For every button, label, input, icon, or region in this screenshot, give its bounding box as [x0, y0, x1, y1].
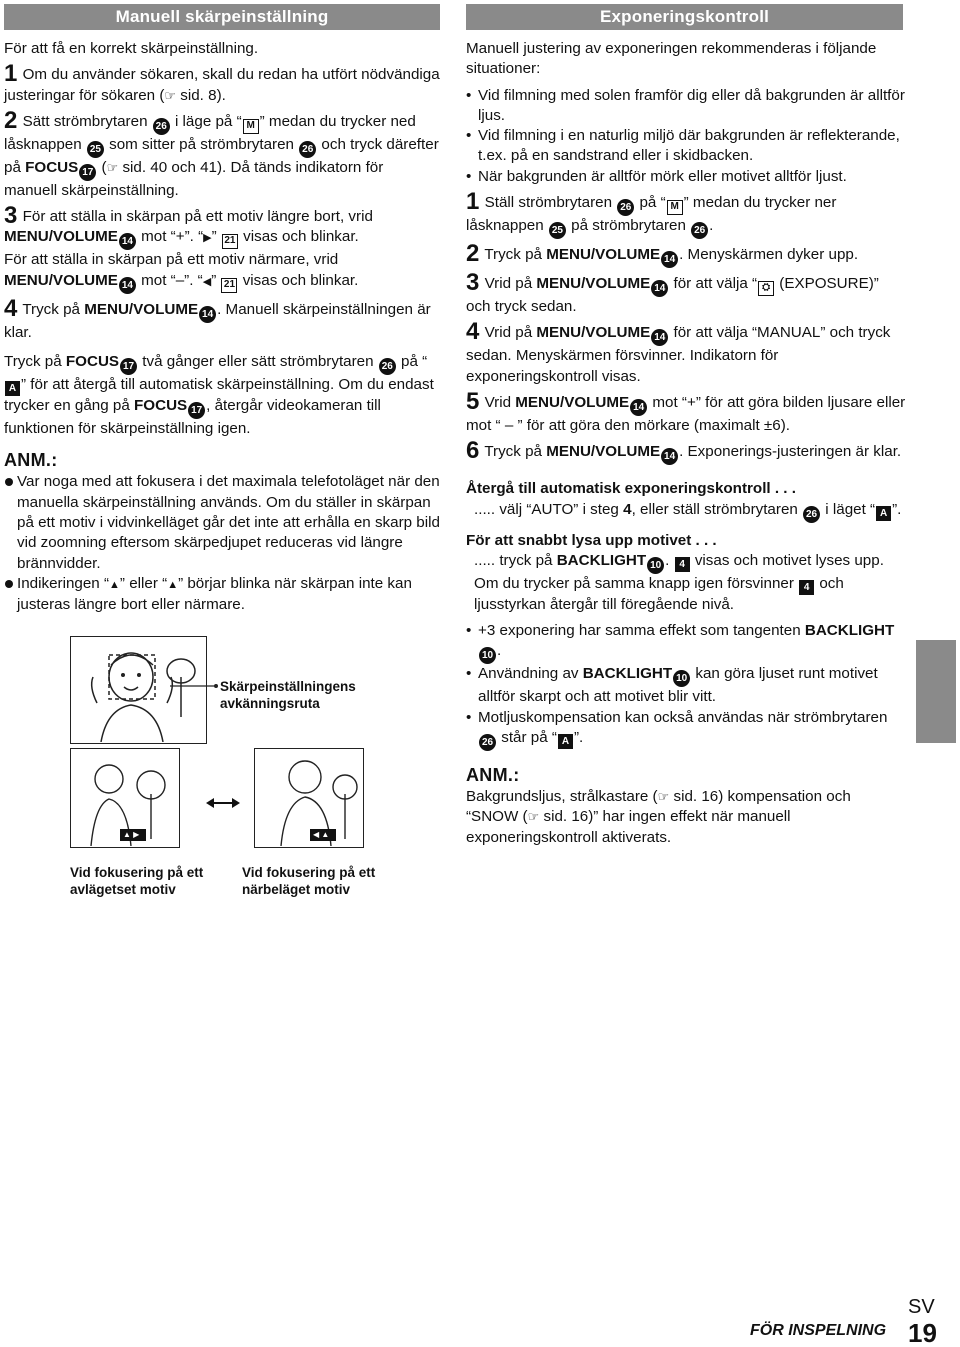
note-text: . [497, 642, 502, 660]
page-reference-hand-icon: ☞ [106, 159, 119, 175]
step-text: ” medan du trycker ned låsknappen [4, 112, 416, 153]
note-text: ” börjar blinka när skärpan inte kan justeras längre bort eller närmare. [17, 574, 412, 614]
lock-button-ref: 25 [549, 222, 566, 239]
callout-label: Skärpeinställningens avkänningsruta [220, 679, 356, 711]
focus-label: FOCUS [134, 397, 188, 415]
power-switch-ref: 26 [299, 141, 316, 158]
backlight-note-item [466, 664, 906, 707]
backlight-button-ref: 10 [673, 670, 690, 687]
para-text: i läget “ [821, 500, 876, 518]
power-switch-ref: 26 [803, 506, 820, 523]
para-text: på “ [396, 353, 428, 371]
para-text: , återgår videokameran till funktionen för skärpeinställning igen. [4, 397, 381, 438]
near-focus-caption: Vid fokusering på ett närbeläget motiv [242, 865, 376, 897]
para-text: två gånger eller sätt strömbrytaren [138, 353, 378, 371]
focus-button-ref: 17 [79, 164, 96, 181]
step-text: ” [211, 271, 221, 289]
step-text: Tryck på [22, 300, 85, 318]
menu-volume-label: MENU/VOLUME [4, 228, 118, 246]
step-1 [4, 60, 440, 106]
near-arrow-icon: ◀ [202, 275, 212, 288]
step-text: ” medan du trycker ner låsknappen [466, 194, 837, 235]
focus-button-ref: 17 [188, 402, 205, 419]
step-text: för att välja “MANUAL” och tryck sedan. Menyskärmen försvinner. Indikatorn för exponeringskontroll visas. [466, 324, 891, 385]
note-text: +3 exponering har samma effekt som tangenten [478, 622, 805, 640]
auto-return-text [466, 500, 906, 523]
far-indicator: ▲ ▶ [123, 830, 140, 839]
focus-label: FOCUS [65, 353, 120, 371]
step-5 [466, 387, 906, 436]
note-item: Var noga med att fokusera i det maximala telefotoläget när den manuella skärpeinställning används. Om du ställer in skärpan på ett motiv i vidvinkelläget går det inte att erhålla en skarp bild vid zoomning eftersom skärpedjupet reduceras vid längre brännvidder. [4, 472, 440, 573]
step-text: Vrid på [484, 275, 537, 293]
step-text: . Manuell skärpeinställningen är klar. [4, 300, 431, 341]
menu-volume-ref: 14 [651, 280, 668, 297]
near-indicator-icon: ▲ [167, 578, 179, 591]
menu-volume-label: MENU/VOLUME [84, 300, 199, 318]
step-6 [466, 437, 906, 465]
para-text: och ljusstyrkan återgår till föregående nivå. [474, 574, 844, 613]
para-text: , eller ställ strömbrytaren [631, 500, 803, 518]
menu-volume-label: MENU/VOLUME [546, 443, 661, 461]
auto-mode-icon: A [558, 734, 573, 749]
near-subject-illustration [255, 749, 362, 846]
backlight-notes [466, 621, 906, 751]
para-text: visas och motivet lyses upp. Om du trycker på samma knapp igen försvinner [474, 551, 884, 592]
step-number: 2 [4, 106, 18, 134]
backlight-indicator-icon: 4 [799, 580, 814, 595]
para-text: ..... välj “AUTO” i steg [474, 500, 624, 518]
para-text: ..... tryck på [474, 551, 557, 569]
power-switch-ref: 26 [691, 222, 708, 239]
manual-mode-icon: M [667, 200, 683, 215]
step-text: Tryck på [484, 246, 547, 264]
situation-item: • Vid filmning med solen framför dig eller då bakgrunden är alltför ljus. [466, 86, 906, 127]
menu-volume-ref: 14 [199, 306, 216, 323]
note-item [4, 574, 440, 616]
backlight-text [466, 551, 906, 615]
step-text: . Exponerings-justeringen är klar. [679, 443, 902, 461]
backlight-note-item [466, 621, 906, 664]
para-text: ” för att återgå till automatisk skärpeinställning. Om du endast trycker en gång på [4, 376, 434, 415]
step-4 [4, 294, 440, 343]
auto-mode-icon: A [876, 506, 891, 521]
step-number: 3 [4, 202, 18, 230]
auto-return-heading: Återgå till automatisk exponeringskontroll . . . [466, 480, 796, 498]
step-ref: 4 [623, 500, 632, 518]
power-switch-ref: 26 [379, 358, 396, 375]
step-text: För att ställa in skärpan på ett motiv närmare, vrid [4, 251, 339, 269]
situation-list [466, 86, 906, 187]
backlight-label: BACKLIGHT [556, 551, 647, 569]
menu-volume-label: MENU/VOLUME [4, 271, 118, 289]
power-switch-ref: 26 [617, 199, 634, 216]
step-4 [466, 318, 906, 387]
note-text: ”. [573, 729, 584, 747]
para-text: Tryck på [4, 353, 66, 371]
callout-line [170, 676, 220, 696]
focus-illustration [70, 636, 440, 926]
para-text: ”. [892, 500, 902, 518]
step-text: visas och blinkar. [238, 271, 359, 289]
exposure-note [466, 787, 906, 848]
note-text: kan göra ljuset runt motivet alltför skarpt och att motivet blir vitt. [478, 665, 878, 706]
power-switch-ref: 26 [153, 118, 170, 135]
manual-mode-icon: M [243, 119, 259, 134]
note-text: sid. 16)” har ingen effekt när manuell exponeringskontroll aktiverats. [466, 808, 791, 846]
note-text: sid. 16) kompensation och “SNOW ( [466, 788, 851, 826]
page-reference-hand-icon: ☞ [164, 87, 177, 103]
step-text: ” [211, 228, 221, 246]
right-column [466, 39, 906, 848]
step-text: på strömbrytaren [566, 217, 691, 235]
step-text: för att välja “ [669, 275, 758, 293]
step-number: 6 [466, 437, 480, 465]
step-text: på “ [635, 194, 666, 212]
backlight-button-ref: 10 [647, 557, 664, 574]
menu-volume-label: MENU/VOLUME [546, 246, 661, 264]
section-side-tab [916, 640, 956, 743]
step-text: mot “–”. “ [136, 271, 203, 289]
section-header-exposure: Exponeringskontroll [466, 4, 903, 30]
step-text: sid. 8). [176, 86, 226, 104]
step-text: (EXPOSURE)” och tryck sedan. [466, 275, 879, 316]
step-text: Sätt strömbrytaren [22, 112, 152, 130]
step-number: 1 [466, 188, 480, 216]
step-text: Om du använder sökaren, skall du redan ha utfört nödvändiga justeringar för sökaren ( [4, 66, 440, 104]
step-number: 1 [4, 60, 18, 88]
far-focus-panel [70, 748, 180, 848]
step-number: 2 [466, 240, 480, 268]
step-text: visas och blinkar. [238, 228, 359, 246]
step-text: ( [97, 158, 107, 176]
menu-volume-label: MENU/VOLUME [536, 324, 651, 342]
language-code: SV [908, 1296, 935, 1318]
menu-volume-ref: 14 [630, 399, 647, 416]
near-focus-panel [254, 748, 364, 848]
step-3 [466, 269, 906, 317]
step-number: 3 [466, 269, 480, 297]
step-text: sid. 40 och 41). Då tänds indikatorn för manuell skärpeinställning. [4, 158, 384, 199]
focus-button-ref: 17 [120, 358, 137, 375]
note-text: Indikeringen “ [17, 574, 110, 592]
menu-volume-ref: 14 [661, 448, 678, 465]
power-switch-ref: 26 [479, 734, 496, 751]
note-heading: ANM.: [4, 450, 58, 471]
backlight-label: BACKLIGHT [582, 665, 673, 683]
step-text: i läge på “ [170, 112, 242, 130]
backlight-indicator-icon: 4 [675, 557, 690, 572]
step-text: och tryck därefter på [4, 135, 439, 176]
far-focus-caption: Vid fokusering på ett avlägetset motiv [70, 865, 204, 897]
near-indicator: ◀ ▲ [313, 830, 330, 839]
step-number: 4 [4, 294, 18, 322]
note-heading: ANM.: [466, 765, 520, 786]
lock-button-ref: 25 [87, 141, 104, 158]
menu-volume-ref: 14 [119, 233, 136, 250]
step-text: För att ställa in skärpan på ett motiv längre bort, vrid [22, 208, 373, 226]
note-text: står på “ [497, 729, 557, 747]
step-text: . Menyskärmen dyker upp. [679, 246, 859, 264]
indicator-ref: 21 [222, 234, 238, 249]
far-arrow-icon: ▶ [203, 232, 212, 245]
step-text: Ställ strömbrytaren [484, 194, 617, 212]
menu-volume-ref: 14 [661, 251, 678, 268]
indicator-ref: 21 [221, 278, 237, 293]
backlight-label: BACKLIGHT [804, 622, 895, 640]
para-text: . [665, 551, 674, 569]
double-arrow-icon [206, 796, 240, 810]
note-list [4, 472, 440, 615]
return-auto-paragraph [4, 352, 440, 439]
backlight-note-item [466, 708, 906, 751]
focus-label: FOCUS [25, 158, 79, 176]
step-text: . [709, 217, 714, 235]
step-text: Vrid på [484, 324, 537, 342]
situation-item: • Vid filmning i en naturlig miljö där bakgrunden är reflekterande, t.ex. på en sandstrand eller i skidbacken. [466, 126, 906, 167]
menu-volume-ref: 14 [119, 277, 136, 294]
menu-volume-label: MENU/VOLUME [515, 393, 630, 411]
step-number: 5 [466, 387, 480, 415]
menu-volume-ref: 14 [651, 329, 668, 346]
backlight-heading: För att snabbt lysa upp motivet . . . [466, 531, 717, 549]
step-2 [4, 106, 440, 201]
note-text: Användning av [478, 665, 583, 683]
chapter-title: FÖR INSPELNING [750, 1322, 887, 1339]
left-column [4, 39, 440, 615]
note-text: Bakgrundsljus, strålkastare ( [466, 788, 658, 806]
intro-text: Manuell justering av exponeringen rekommenderas i följande situationer: [466, 40, 877, 78]
section-header-manual-focus: Manuell skärpeinställning [4, 4, 440, 30]
backlight-button-ref: 10 [479, 647, 496, 664]
auto-mode-icon: A [5, 381, 20, 396]
step-1 [466, 188, 906, 239]
page-reference-hand-icon: ☞ [527, 809, 540, 825]
step-number: 4 [466, 318, 480, 346]
step-text: mot “+” för att göra bilden ljusare eller mot “ – ” för att göra den mörkare (maximalt ±6). [466, 393, 906, 434]
note-text: Motljuskompensation kan också användas när strömbrytaren [478, 708, 888, 726]
step-text: Vrid [484, 393, 516, 411]
step-text: Tryck på [484, 443, 547, 461]
step-text: som sitter på strömbrytaren [104, 135, 299, 153]
step-text: mot “+”. “ [136, 228, 204, 246]
menu-volume-label: MENU/VOLUME [536, 275, 651, 293]
page-number: 19 [908, 1318, 937, 1347]
step-2 [466, 240, 906, 268]
step-3 [4, 202, 440, 294]
exposure-icon: ⛭ [758, 281, 774, 296]
page-reference-hand-icon: ☞ [657, 789, 670, 805]
situation-item: • När bakgrunden är alltför mörk eller motivet alltför ljust. [466, 167, 906, 187]
note-text: ” eller “ [119, 574, 168, 592]
far-indicator-icon: ▲ [109, 578, 120, 591]
intro-text: För att få en korrekt skärpeinställning. [4, 40, 259, 57]
